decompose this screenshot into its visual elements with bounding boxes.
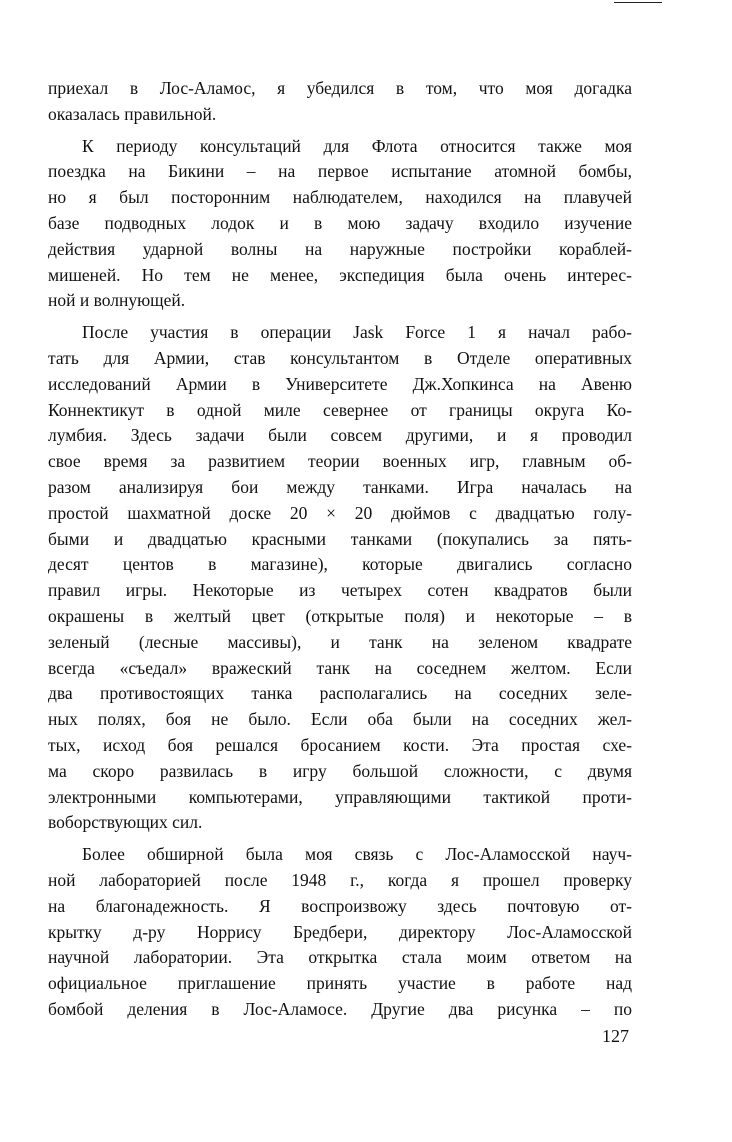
text-line: всегда «съедал» вражеский танк на соседнем желтом. Если: [48, 657, 632, 678]
top-rule: [614, 2, 662, 3]
text-line: крытку д-ру Норрису Бредбери, директору Лос-Аламосской: [48, 921, 632, 942]
text-line: зеленый (лесные массивы), и танк на зеленом квадрате: [48, 631, 632, 652]
text-line: но я был посторонним наблюдателем, находился на плавучей: [48, 187, 632, 208]
text-line: исследований Армии в Университете Дж.Хопкинса на Авеню: [48, 373, 632, 394]
text-line: электронными компьютерами, управляющими тактикой проти-: [48, 786, 632, 807]
text-line: окрашены в желтый цвет (открытые поля) и некоторые – в: [48, 605, 632, 626]
text-line: два противостоящих танка располагались на соседних зеле-: [48, 683, 632, 704]
text-line: ных полях, боя не было. Если оба были на соседних жел-: [48, 709, 632, 730]
paragraph: [48, 320, 632, 836]
text-line: разом анализируя бои между танками. Игра началась на: [48, 476, 632, 497]
text-line: ма скоро развилась в игру большой сложности, с двумя: [48, 760, 632, 781]
text-line: быми и двадцатью красными танками (покупались за пять-: [48, 528, 632, 549]
text-line: правил игры. Некоторые из четырех сотен квадратов были: [48, 580, 632, 601]
text-line: свое время за развитием теории военных игр, главным об-: [48, 451, 632, 472]
text-line: К периоду консультаций для Флота относится также моя: [82, 135, 632, 156]
text-line: лумбия. Здесь задачи были совсем другими, и я проводил: [48, 425, 632, 446]
text-line: оказалась правильной.: [48, 103, 217, 124]
text-line: После участия в операции Jask Force 1 я начал рабо-: [82, 322, 632, 343]
text-line: ной лабораторией после 1948 г., когда я прошел проверку: [48, 869, 632, 890]
text-line: бомбой деления в Лос-Аламосе. Другие два рисунка – по: [48, 998, 632, 1019]
text-line: ной и волнующей.: [48, 290, 186, 311]
text-line: на благонадежность. Я воспроизвожу здесь почтовую от-: [48, 895, 632, 916]
text-line: базе подводных лодок и в мою задачу входило изучение: [48, 212, 632, 233]
text-line: действия ударной волны на наружные постройки кораблей-: [48, 238, 632, 259]
paragraph: [48, 842, 632, 1023]
paragraph: [48, 76, 632, 128]
text-line: тых, исход боя решался бросанием кости. Эта простая схе-: [48, 734, 632, 755]
text-line: Коннектикут в одной миле севернее от границы округа Ко-: [48, 399, 632, 420]
text-line: приехал в Лос-Аламос, я убедился в том, что моя догадка: [48, 78, 632, 98]
text-line: научной лаборатории. Эта открытка стала моим ответом на: [48, 947, 632, 968]
text-line: тать для Армии, став консультантом в Отделе оперативных: [48, 347, 632, 368]
text-line: мишеней. Но тем не менее, экспедиция была очень интерес-: [48, 264, 632, 285]
text-line: официальное приглашение принять участие в работе над: [48, 973, 632, 994]
page-body: [48, 76, 632, 1029]
text-line: десят центов в магазине), которые двигались согласно: [48, 554, 632, 575]
text-line: простой шахматной доске 20 × 20 дюймов с двадцатью голу-: [48, 502, 632, 523]
text-line: воборствующих сил.: [48, 812, 203, 833]
paragraph: [48, 134, 632, 315]
text-line: Более обширной была моя связь с Лос-Аламосской науч-: [82, 844, 632, 865]
page-number: 127: [602, 1026, 629, 1046]
text-line: поездка на Бикини – на первое испытание атомной бомбы,: [48, 161, 632, 182]
